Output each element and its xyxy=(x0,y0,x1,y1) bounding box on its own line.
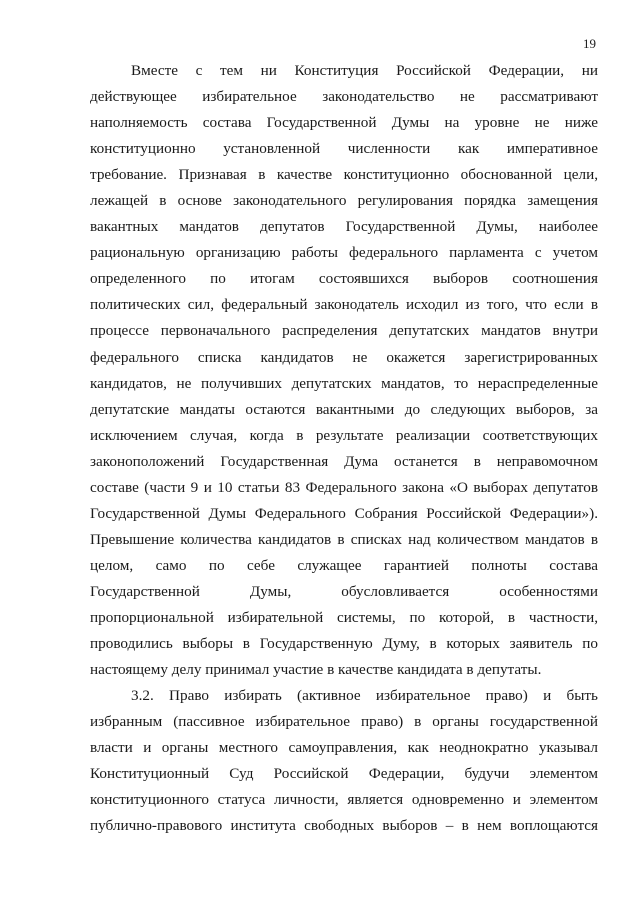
text-line: действующее избирательное законодательство не рассматривают xyxy=(90,88,598,106)
text-line: пропорциональной избирательной системы, по которой, в частности, xyxy=(90,608,598,626)
text-line: исключением случая, когда в результате реализации соответствующих xyxy=(90,426,598,444)
page-number: 19 xyxy=(583,36,596,51)
text-line: Государственной Думы, обусловливается особенностями xyxy=(90,582,598,600)
paragraph-2 xyxy=(90,683,598,839)
text-line: политических сил, федеральный законодатель исходил из того, что если в xyxy=(90,296,598,314)
text-line: проводились выборы в Государственную Думу, в которых заявитель по xyxy=(90,635,598,653)
text-line: федерального списка кандидатов не окажется зарегистрированных xyxy=(90,348,598,366)
text-line: целом, само по себе служащее гарантией полноты состава xyxy=(90,556,598,574)
text-line: определенного по итогам состоявшихся выборов соотношения xyxy=(90,270,598,288)
text-line: рациональную организацию работы федерального парламента с учетом xyxy=(90,244,598,262)
text-line: вакантных мандатов депутатов Государственной Думы, наиболее xyxy=(90,218,598,236)
text-line: Вместе с тем ни Конституция Российской Федерации, ни xyxy=(131,62,598,79)
text-line: наполняемость состава Государственной Думы на уровне не ниже xyxy=(90,114,598,132)
text-line: процессе первоначального распределения депутатских мандатов внутри xyxy=(90,322,598,340)
text-line: депутатские мандаты остаются вакантными до следующих выборов, за xyxy=(90,400,598,418)
text-line: 3.2. Право избирать (активное избирательное право) и быть xyxy=(131,687,598,705)
text-line: Превышение количества кандидатов в списках над количеством мандатов в xyxy=(90,530,598,548)
text-line: публично-правового института свободных выборов – в нем воплощаются xyxy=(90,817,598,835)
text-line: власти и органы местного самоуправления, как неоднократно указывал xyxy=(90,739,598,757)
text-line: Государственной Думы Федерального Собрания Российской Федерации»). xyxy=(90,504,598,522)
text-line: лежащей в основе законодательного регулирования порядка замещения xyxy=(90,192,598,210)
text-line: Конституционный Суд Российской Федерации, будучи элементом xyxy=(90,765,598,783)
body-text xyxy=(90,58,598,839)
text-line: настоящему делу принимал участие в качестве кандидата в депутаты. xyxy=(90,661,542,679)
paragraph-1 xyxy=(90,58,598,683)
text-line: законоположений Государственная Дума останется в неправомочном xyxy=(90,452,598,470)
text-line: требование. Признавая в качестве конституционно обоснованной цели, xyxy=(90,166,598,184)
text-line: составе (части 9 и 10 статьи 83 Федерального закона «О выборах депутатов xyxy=(90,478,598,496)
text-line: кандидатов, не получивших депутатских мандатов, то нераспределенные xyxy=(90,374,598,392)
text-line: избранным (пассивное избирательное право) в органы государственной xyxy=(90,713,598,731)
text-line: конституционно установленной численности как императивное xyxy=(90,140,598,158)
text-line: конституционного статуса личности, является одновременно и элементом xyxy=(90,791,598,809)
